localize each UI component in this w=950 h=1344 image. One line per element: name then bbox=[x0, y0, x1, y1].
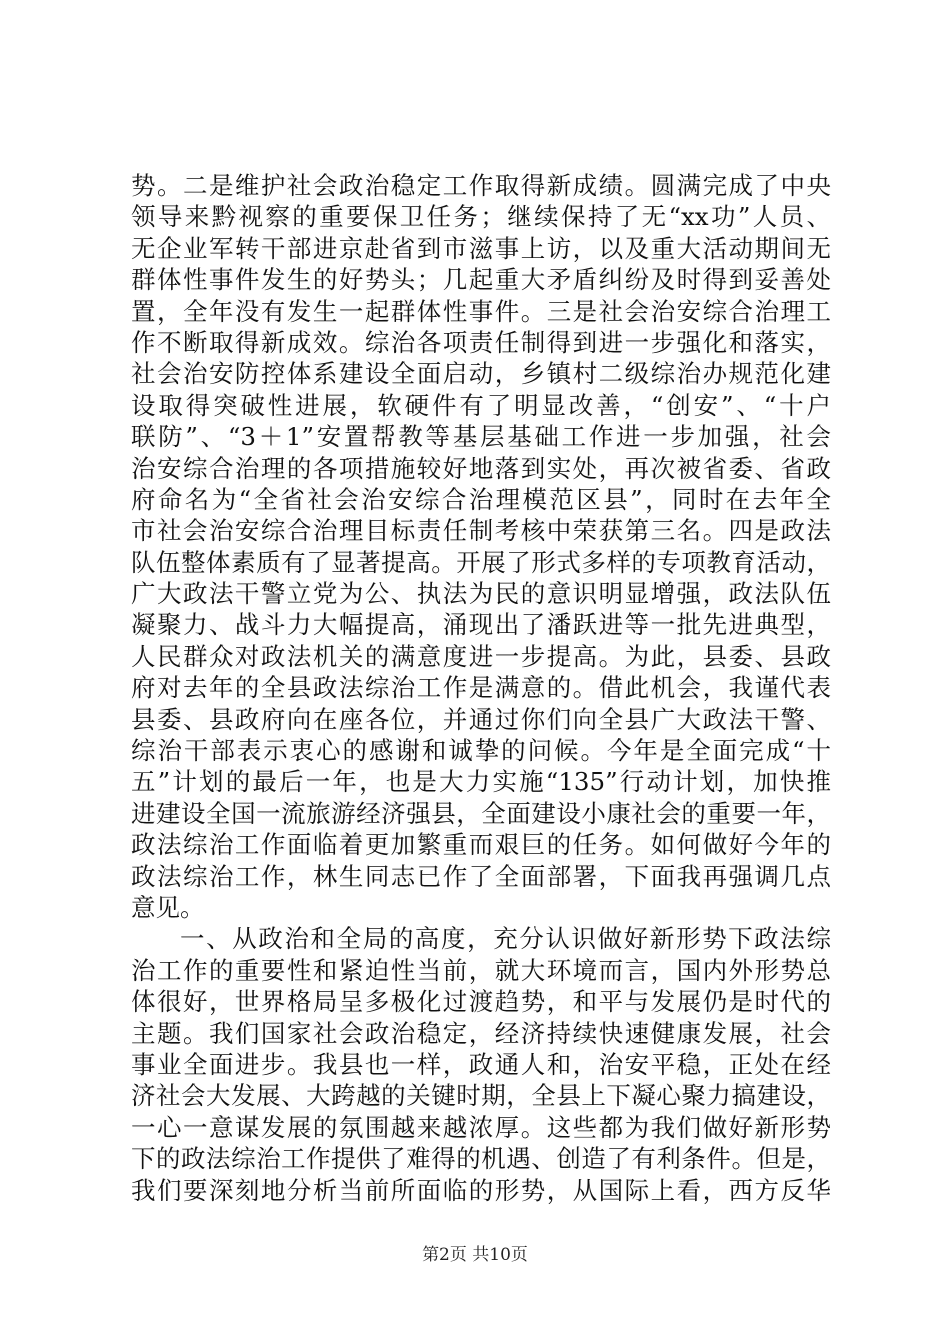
text-line: 一心一意谋发展的氛围越来越浓厚。这些都为我们做好新形势 bbox=[131, 1112, 831, 1142]
text-line: 下的政法综治工作提供了难得的机遇、创造了有利条件。但是， bbox=[131, 1144, 831, 1174]
page-number-footer: 第2页 共10页 bbox=[422, 1245, 528, 1265]
text-line: 五”计划的最后一年，也是大力实施“135”行动计划，加快推 bbox=[131, 767, 831, 797]
text-line: 凝聚力、战斗力大幅提高，涌现出了潘跃进等一批先进典型， bbox=[131, 610, 831, 640]
text-line: 事业全面进步。我县也一样，政通人和，治安平稳，正处在经 bbox=[131, 1049, 831, 1079]
text-line: 广大政法干警立党为公、执法为民的意识明显增强，政法队伍 bbox=[131, 579, 831, 609]
text-line: 进建设全国一流旅游经济强县，全面建设小康社会的重要一年， bbox=[131, 798, 831, 828]
text-line: 设取得突破性进展，软硬件有了明显改善，“创安”、“十户 bbox=[131, 390, 831, 420]
text-line: 治工作的重要性和紧迫性当前，就大环境而言，国内外形势总 bbox=[131, 955, 831, 985]
text-line: 联防”、“3＋1”安置帮教等基层基础工作进一步加强，社会 bbox=[131, 422, 831, 452]
text-line: 作不断取得新成效。综治各项责任制得到进一步强化和落实， bbox=[131, 327, 831, 357]
text-line: 置，全年没有发生一起群体性事件。三是社会治安综合治理工 bbox=[131, 296, 831, 326]
text-line: 我们要深刻地分析当前所面临的形势，从国际上看，西方反华 bbox=[131, 1175, 831, 1205]
text-line: 势。二是维护社会政治稳定工作取得新成绩。圆满完成了中央 bbox=[131, 171, 831, 200]
text-line: 治安综合治理的各项措施较好地落到实处，再次被省委、省政 bbox=[131, 453, 831, 483]
text-line: 一、从政治和全局的高度，充分认识做好新形势下政法综 bbox=[180, 924, 831, 954]
text-line: 府命名为“全省社会治安综合治理模范区县”，同时在去年全 bbox=[131, 484, 831, 514]
document-body bbox=[131, 170, 831, 1206]
text-line: 领导来黔视察的重要保卫任务；继续保持了无“xx功”人员、 bbox=[131, 202, 831, 232]
text-line: 政法综治工作面临着更加繁重而艰巨的任务。如何做好今年的 bbox=[131, 830, 831, 860]
text-line: 综治干部表示衷心的感谢和诚挚的问候。今年是全面完成“十 bbox=[131, 736, 831, 766]
text-line: 府对去年的全县政法综治工作是满意的。借此机会，我谨代表 bbox=[131, 673, 831, 703]
text-line: 县委、县政府向在座各位，并通过你们向全县广大政法干警、 bbox=[131, 704, 831, 734]
text-line: 无企业军转干部进京赴省到市滋事上访，以及重大活动期间无 bbox=[131, 233, 831, 263]
text-line: 主题。我们国家社会政治稳定，经济持续快速健康发展，社会 bbox=[131, 1018, 831, 1048]
text-line: 社会治安防控体系建设全面启动，乡镇村二级综治办规范化建 bbox=[131, 359, 831, 389]
text-line: 政法综治工作，林生同志已作了全面部署，下面我再强调几点 bbox=[131, 861, 831, 891]
text-line: 群体性事件发生的好势头；几起重大矛盾纠纷及时得到妥善处 bbox=[131, 265, 831, 295]
text-line: 体很好，世界格局呈多极化过渡趋势，和平与发展仍是时代的 bbox=[131, 987, 831, 1017]
text-line: 人民群众对政法机关的满意度进一步提高。为此，县委、县政 bbox=[131, 641, 831, 671]
text-line: 队伍整体素质有了显著提高。开展了形式多样的专项教育活动， bbox=[131, 547, 831, 577]
text-line: 市社会治安综合治理目标责任制考核中荣获第三名。四是政法 bbox=[131, 516, 831, 546]
text-line: 济社会大发展、大跨越的关键时期，全县上下凝心聚力搞建设， bbox=[131, 1081, 831, 1111]
text-line: 意见。 bbox=[131, 892, 205, 922]
